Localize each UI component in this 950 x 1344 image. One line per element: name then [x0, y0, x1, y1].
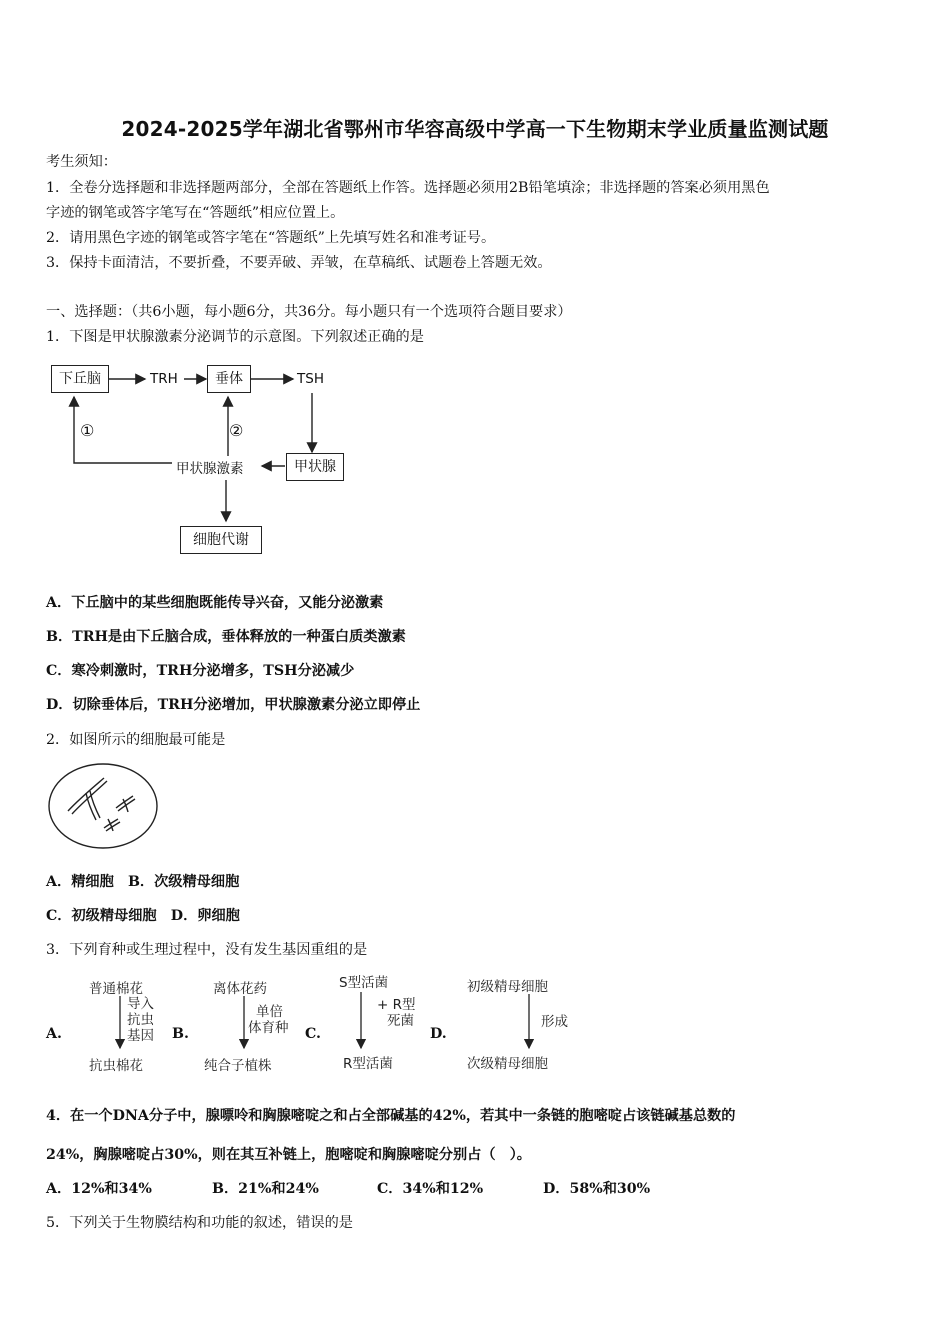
q3-a-side: 导入 — [127, 996, 154, 1012]
q3-c-side: 死菌 — [387, 1013, 414, 1029]
cell-metabolism-box: 细胞代谢 — [180, 526, 262, 554]
q1-option-b: B．TRH是由下丘脑合成，垂体释放的一种蛋白质类激素 — [46, 629, 406, 645]
notice-item: 2．请用黑色字迹的钢笔或答字笔在“答题纸”上先填写姓名和准考证号。 — [46, 230, 496, 246]
q3-b-side: 单倍 — [256, 1004, 283, 1020]
q3-label-d: D. — [430, 1026, 447, 1042]
q4-option-b: B．21%和24% — [212, 1181, 319, 1197]
q3-label-a: A. — [46, 1026, 62, 1042]
q3-c-side: + R型 — [377, 997, 416, 1013]
q1-option-a: A．下丘脑中的某些细胞既能传导兴奋，又能分泌激素 — [46, 595, 384, 611]
question-3-stem: 3．下列育种或生理过程中，没有发生基因重组的是 — [46, 942, 368, 958]
section-heading: 一、选择题：（共6小题，每小题6分，共36分。每小题只有一个选项符合题目要求） — [46, 304, 572, 320]
q4-option-a: A．12%和34% — [46, 1181, 152, 1197]
question-1-stem: 1．下图是甲状腺激素分泌调节的示意图。下列叙述正确的是 — [46, 329, 424, 345]
marker-1: ① — [80, 421, 95, 440]
marker-2: ② — [229, 421, 244, 440]
q3-c-top: S型活菌 — [339, 975, 389, 991]
q3-d-top: 初级精母细胞 — [467, 979, 548, 995]
thyroid-hormone-label: 甲状腺激素 — [176, 461, 244, 477]
notice-item: 1．全卷分选择题和非选择题两部分，全部在答题纸上作答。选择题必须用2B铅笔填涂；非选择题的答案必须用黑色 — [46, 180, 770, 196]
q3-b-top: 离体花药 — [213, 981, 267, 997]
notice-heading: 考生须知： — [46, 154, 117, 170]
q1-option-c: C．寒冷刺激时，TRH分泌增多，TSH分泌减少 — [46, 663, 355, 679]
q3-c-bottom: R型活菌 — [343, 1056, 393, 1072]
q3-a-bottom: 抗虫棉花 — [89, 1058, 143, 1074]
q3-d-bottom: 次级精母细胞 — [467, 1056, 548, 1072]
thyroid-box: 甲状腺 — [286, 453, 344, 481]
notice-item: 字迹的钢笔或答字笔写在“答题纸”相应位置上。 — [46, 205, 345, 221]
notice-item: 3．保持卡面清洁，不要折叠，不要弄破、弄皱，在草稿纸、试题卷上答题无效。 — [46, 255, 552, 271]
question-2-stem: 2．如图所示的细胞最可能是 — [46, 732, 226, 748]
pituitary-box: 垂体 — [207, 365, 251, 393]
question-4-stem: 24%，胸腺嘧啶占30%，则在其互补链上，胞嘧啶和胸腺嘧啶分别占（ ）。 — [46, 1147, 531, 1163]
q3-b-bottom: 纯合子植株 — [204, 1058, 272, 1074]
q3-d-side: 形成 — [541, 1014, 568, 1030]
q3-a-top: 普通棉花 — [89, 981, 143, 997]
q2-options-row1: A．精细胞 B．次级精母细胞 — [46, 874, 240, 890]
q3-label-c: C. — [305, 1026, 321, 1042]
q4-option-c: C．34%和12% — [377, 1181, 484, 1197]
question-4-stem: 4．在一个DNA分子中，腺嘌呤和胸腺嘧啶之和占全部碱基的42%，若其中一条链的胞嘧啶占该链碱基总数的 — [46, 1108, 736, 1124]
hypothalamus-box: 下丘脑 — [51, 365, 109, 393]
q3-a-side: 抗虫 — [127, 1012, 154, 1028]
page-title: 2024-2025学年湖北省鄂州市华容高级中学高一下生物期末学业质量监测试题 — [121, 117, 829, 141]
q2-options-row2: C．初级精母细胞 D．卵细胞 — [46, 908, 240, 924]
q3-label-b: B. — [172, 1026, 189, 1042]
q4-option-d: D．58%和30% — [543, 1181, 651, 1197]
trh-label: TRH — [150, 371, 178, 387]
q3-b-side: 体育种 — [248, 1020, 289, 1036]
tsh-label: TSH — [297, 371, 324, 387]
q3-a-side: 基因 — [127, 1028, 154, 1044]
q1-option-d: D．切除垂体后，TRH分泌增加，甲状腺激素分泌立即停止 — [46, 697, 421, 713]
question-5-stem: 5．下列关于生物膜结构和功能的叙述，错误的是 — [46, 1215, 353, 1231]
